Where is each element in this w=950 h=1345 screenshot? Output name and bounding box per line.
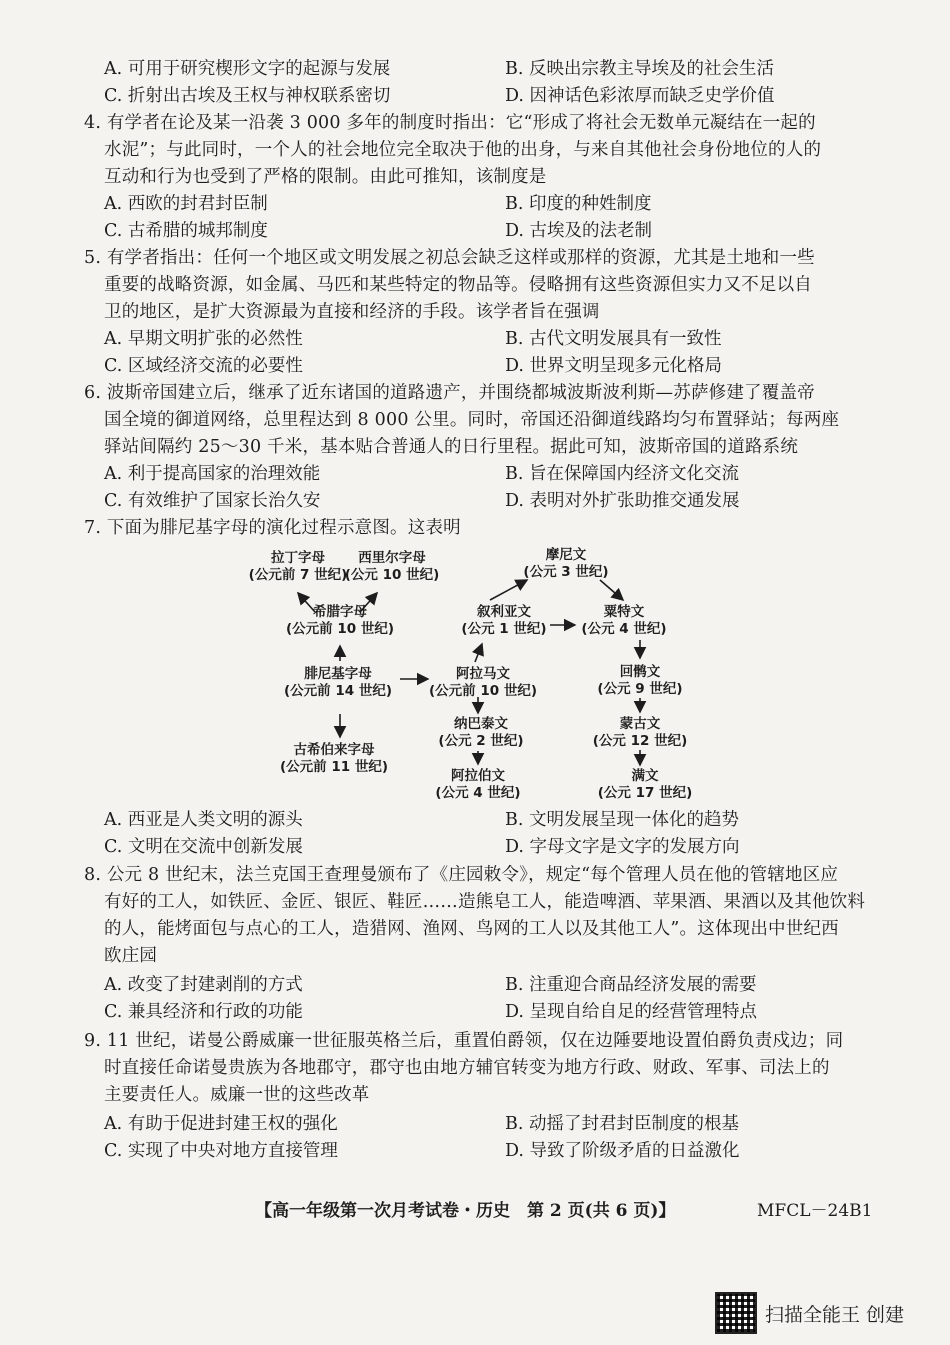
q4-stem-line: 4. 有学者在论及某一沿袭 3 000 多年的制度时指出：它“形成了将社会无数单元凝结在一起的 (84, 113, 816, 133)
node-syriac (461, 604, 546, 638)
q7-stem: 7. 下面为腓尼基字母的演化过程示意图。这表明 (84, 518, 461, 538)
node-name: 古希伯来字母 (293, 742, 375, 758)
arrow-syriac-manichaean (490, 580, 527, 600)
exam-code: MFCL－24B1 (757, 1201, 873, 1221)
node-hebrew (280, 742, 388, 776)
q8-option-b: B. 注重迎合商品经济发展的需要 (505, 975, 757, 995)
q5-option-d: D. 世界文明呈现多元化格局 (505, 356, 723, 376)
qr-code-icon (715, 1292, 757, 1334)
node-era: (公元 17 世纪) (597, 785, 693, 801)
q5-option-a: A. 早期文明扩张的必然性 (104, 329, 303, 349)
q4-option-c: C. 古希腊的城邦制度 (104, 221, 268, 241)
node-name: 腓尼基字母 (304, 666, 372, 682)
q5-option-c: C. 区域经济交流的必要性 (104, 356, 303, 376)
node-name: 叙利亚文 (476, 604, 531, 620)
q3-option-b: B. 反映出宗教主导埃及的社会生活 (505, 59, 774, 79)
q8-stem-line: 的人，能烤面包与点心的工人，造猎网、渔网、鸟网的工人以及其他工人”。这体现出中世纪西 (104, 919, 839, 939)
q4-stem-line: 水泥”；与此同时，一个人的社会地位完全取决于他的出身，与来自其他社会身份地位的人的 (104, 140, 822, 160)
q6-option-c: C. 有效维护了国家长治久安 (104, 491, 321, 511)
node-era: (公元前 7 世纪) (248, 567, 348, 583)
q9-option-d: D. 导致了阶级矛盾的日益激化 (505, 1141, 740, 1161)
q9-stem-line: 时直接任命诺曼贵族为各地郡守，郡守也由地方辅官转变为地方行政、财政、军事、司法上的 (104, 1058, 830, 1078)
node-era: (公元 4 世纪) (435, 785, 521, 801)
q9-stem-line: 主要责任人。威廉一世的这些改革 (104, 1085, 370, 1105)
q9-option-c: C. 实现了中央对地方直接管理 (104, 1141, 338, 1161)
node-name: 西里尔字母 (358, 550, 426, 566)
q8-stem-line: 有好的工人，如铁匠、金匠、银匠、鞋匠……造熊皂工人，能造啤酒、苹果酒、果酒以及其他饮料 (104, 892, 866, 912)
node-manichaean (523, 547, 608, 581)
node-manchu (598, 768, 693, 802)
arrow-aramaic-syriac (475, 644, 482, 662)
q5-stem-line: 卫的地区，是扩大资源最为直接和经济的手段。该学者旨在强调 (104, 302, 600, 322)
node-nabataean (438, 716, 523, 750)
q7-option-c: C. 文明在交流中创新发展 (104, 837, 303, 857)
node-era: (公元 3 世纪) (523, 564, 609, 580)
q8-stem-line: 欧庄园 (104, 946, 158, 966)
q3-option-d: D. 因神话色彩浓厚而缺乏史学价值 (505, 86, 775, 106)
q6-option-a: A. 利于提高国家的治理效能 (104, 464, 321, 484)
node-era: (公元 12 世纪) (592, 733, 688, 749)
node-aramaic (429, 666, 537, 700)
q8-option-a: A. 改变了封建剥削的方式 (104, 975, 303, 995)
q8-option-c: C. 兼具经济和行政的功能 (104, 1002, 303, 1022)
q4-stem-line: 互动和行为也受到了严格的限制。由此可推知，该制度是 (104, 167, 547, 187)
q4-option-b: B. 印度的种姓制度 (505, 194, 652, 214)
node-era: (公元 1 世纪) (461, 621, 547, 637)
node-cyrillic (345, 550, 440, 584)
q9-option-a: A. 有助于促进封建王权的强化 (104, 1114, 338, 1134)
q5-option-b: B. 古代文明发展具有一致性 (505, 329, 722, 349)
q6-option-b: B. 旨在保障国内经济文化交流 (505, 464, 739, 484)
node-era: (公元前 10 世纪) (285, 621, 395, 637)
arrow-manichaean-sogdian (600, 580, 623, 600)
q7-option-d: D. 字母文字是文字的发展方向 (505, 837, 740, 857)
scanner-label: 扫描全能王 创建 (765, 1303, 905, 1326)
node-name: 希腊字母 (313, 604, 367, 620)
q6-option-d: D. 表明对外扩张助推交通发展 (505, 491, 740, 511)
q7-option-b: B. 文明发展呈现一体化的趋势 (505, 810, 739, 830)
node-uyghur (597, 664, 682, 698)
node-arabic (435, 768, 520, 802)
node-name: 摩尼文 (545, 547, 587, 563)
q4-option-d: D. 古埃及的法老制 (505, 221, 653, 241)
q8-option-d: D. 呈现自给自足的经营管理特点 (505, 1002, 758, 1022)
node-name: 粟特文 (603, 604, 645, 620)
q3-option-a: A. 可用于研究楔形文字的起源与发展 (104, 59, 391, 79)
node-mongolian (593, 716, 688, 750)
node-name: 阿拉伯文 (450, 768, 505, 784)
page-footer: 【高一年级第一次月考试卷・历史 第 2 页(共 6 页)】 (255, 1201, 676, 1221)
node-era: (公元前 11 世纪) (279, 759, 389, 775)
node-phoenician (284, 666, 392, 700)
q6-stem-line: 国全境的御道网络，总里程达到 8 000 公里。同时，帝国还沿御道线路均匀布置驿站；每两座 (104, 410, 840, 430)
scanner-watermark (715, 1292, 904, 1334)
node-era: (公元 10 世纪) (344, 567, 440, 583)
node-latin (249, 550, 348, 584)
node-name: 蒙古文 (619, 716, 661, 732)
q4-option-a: A. 西欧的封君封臣制 (104, 194, 268, 214)
node-era: (公元前 14 世纪) (283, 683, 393, 699)
node-era: (公元前 10 世纪) (428, 683, 538, 699)
q6-stem-line: 6. 波斯帝国建立后，继承了近东诸国的道路遗产，并围绕都城波斯波利斯—苏萨修建了覆盖帝 (84, 383, 815, 403)
q5-stem-line: 5. 有学者指出：任何一个地区或文明发展之初总会缺乏这样或那样的资源，尤其是土地和一些 (84, 248, 815, 268)
q9-stem-line: 9. 11 世纪，诺曼公爵威廉一世征服英格兰后，重置伯爵领，仅在边陲要地设置伯爵负责戍边；同 (84, 1031, 844, 1051)
node-name: 满文 (631, 768, 659, 784)
node-name: 拉丁字母 (270, 550, 325, 566)
q6-stem-line: 驿站间隔约 25～30 千米，基本贴合普通人的日行里程。据此可知，波斯帝国的道路系统 (104, 437, 799, 457)
node-era: (公元 9 世纪) (597, 681, 683, 697)
q7-option-a: A. 西亚是人类文明的源头 (104, 810, 303, 830)
q8-stem-line: 8. 公元 8 世纪末，法兰克国王查理曼颁布了《庄园敕令》，规定“每个管理人员在他的管辖地区应 (84, 865, 839, 885)
node-name: 阿拉马文 (456, 666, 510, 682)
node-name: 回鹘文 (619, 664, 661, 680)
node-sogdian (581, 604, 666, 638)
q5-stem-line: 重要的战略资源，如金属、马匹和某些特定的物品等。侵略拥有这些资源但实力又不足以自 (104, 275, 812, 295)
node-era: (公元 4 世纪) (581, 621, 667, 637)
node-era: (公元 2 世纪) (438, 733, 524, 749)
node-name: 纳巴泰文 (453, 716, 508, 732)
node-greek (286, 604, 394, 638)
q9-option-b: B. 动摇了封君封臣制度的根基 (505, 1114, 739, 1134)
q3-option-c: C. 折射出古埃及王权与神权联系密切 (104, 86, 391, 106)
